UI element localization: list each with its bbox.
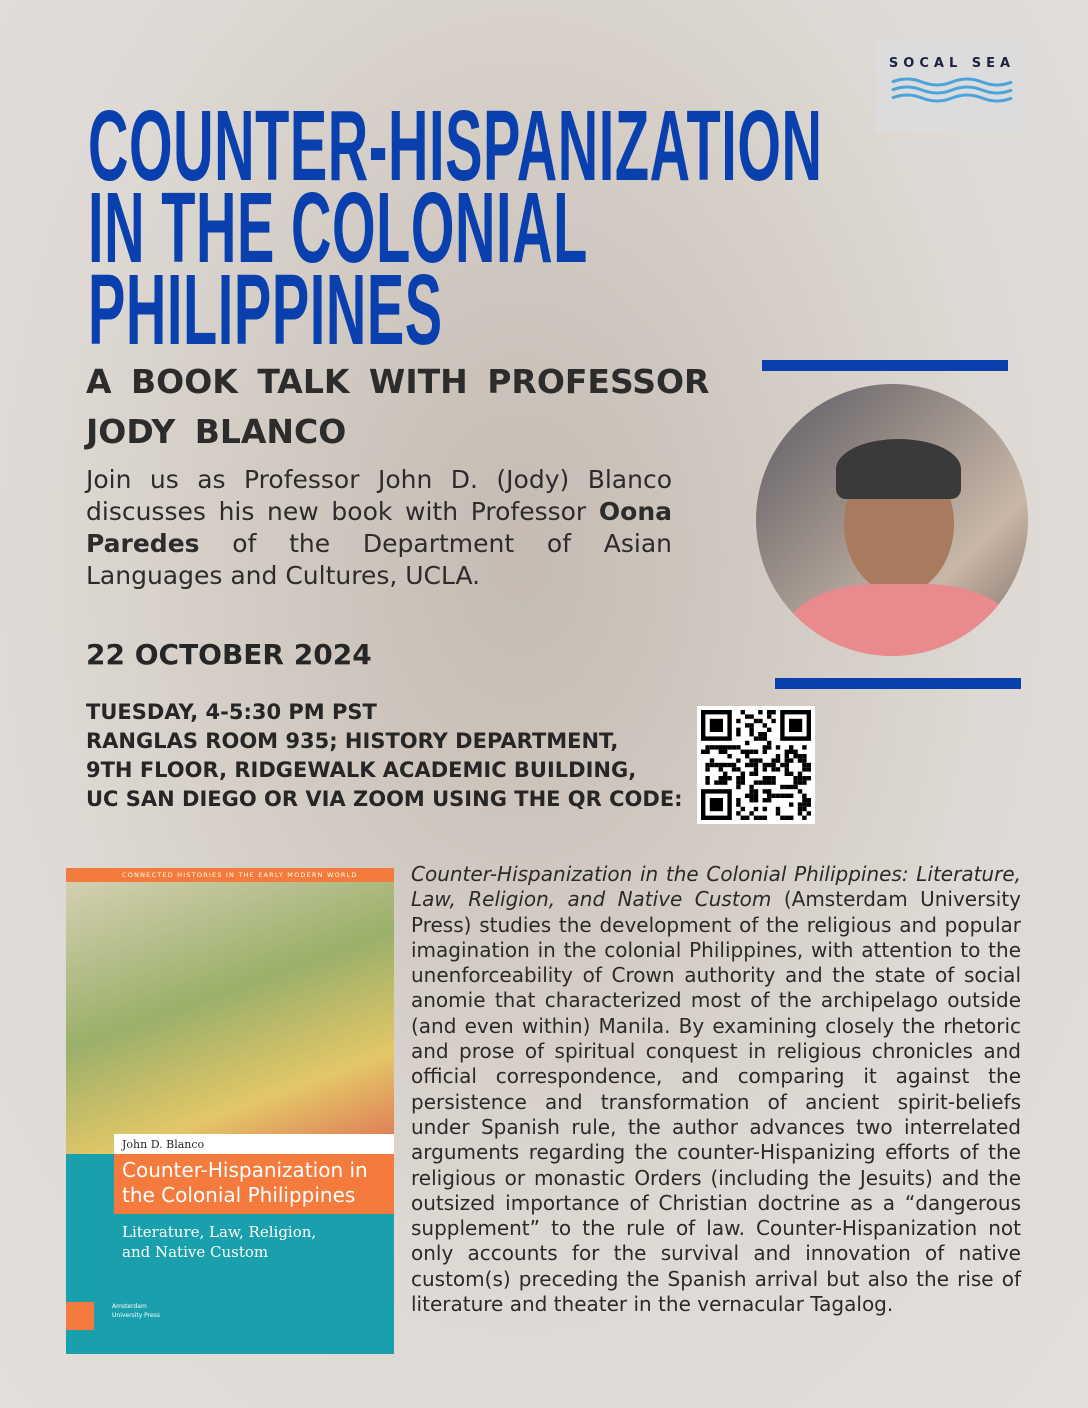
event-time: TUESDAY, 4-5:30 PM PST [86, 700, 377, 724]
event-room: RANGLAS ROOM 935; HISTORY DEPARTMENT, [86, 729, 619, 753]
socal-sea-logo [876, 40, 1028, 132]
publisher-mark [66, 1302, 94, 1330]
event-details [86, 698, 683, 814]
book-cover [66, 868, 394, 1354]
book-title-italic: Counter-Hispanization in the Colonial Philippines: Literature, Law, Religion, and Native Custom [411, 862, 1021, 912]
cover-author: John D. Blanco [114, 1134, 394, 1154]
cover-series: CONNECTED HISTORIES IN THE EARLY MODERN WORLD [66, 868, 394, 882]
title-line-3: PHILIPPINES [88, 254, 443, 366]
divider-top [762, 360, 1008, 371]
subtitle-line-1: A BOOK TALK WITH PROFESSOR [86, 362, 710, 401]
intro-paragraph: Join us as Professor John D. (Jody) Blanco discusses his new book with Professor Oona Paredes of the Department of Asian Languages and Cultures, UCLA. [86, 465, 672, 590]
title-line-2: IN THE COLONIAL [88, 172, 588, 284]
zoom-qr-code[interactable] [697, 706, 815, 824]
waves-icon [890, 76, 1014, 106]
speaker-name: JODY BLANCO [86, 412, 347, 451]
title-line-1: COUNTER-HISPANIZATION [88, 90, 823, 202]
speaker-photo [756, 384, 1028, 656]
divider-bottom [775, 678, 1021, 689]
event-date: 22 OCTOBER 2024 [86, 638, 372, 671]
moderator-name: Oona Paredes [86, 497, 672, 558]
event-location: UC SAN DIEGO OR VIA ZOOM USING THE QR CODE: [86, 787, 683, 811]
cover-publisher: Amsterdam University Press [112, 1303, 160, 1319]
book-description: Counter-Hispanization in the Colonial Philippines: Literature, Law, Religion, and Native Custom (Amsterdam University Press) studies the development of the religious and popular imagination in the colonial Philippines, with attention to the unenforceability of Crown authority and the state of social anomie that characterized most of the archipelago outside (and even within) Manila. By examining closely the rhetoric and prose of spiritual conquest in religious chronicles and official correspondence, and comparing it against the persistence and transformation of ancient spirit-beliefs under Spanish rule, the author advances two interrelated arguments regarding the counter-Hispanizing efforts of the religious or monastic Orders (including the Jesuits) and the outsized importance of Christian doctrine as a “dangerous supplement” to the rule of law. Counter-Hispanization not only accounts for the survival and innovation of native custom(s) preceding the Spanish arrival but also the rise of literature and theater in the vernacular Tagalog. [411, 862, 1021, 1317]
event-building: 9TH FLOOR, RIDGEWALK ACADEMIC BUILDING, [86, 758, 637, 782]
cover-subtitle: Literature, Law, Religion, and Native Custom [122, 1223, 317, 1261]
logo-text: SOCAL SEA [888, 56, 1016, 71]
cover-title: Counter-Hispanization in the Colonial Philippines [114, 1154, 394, 1214]
